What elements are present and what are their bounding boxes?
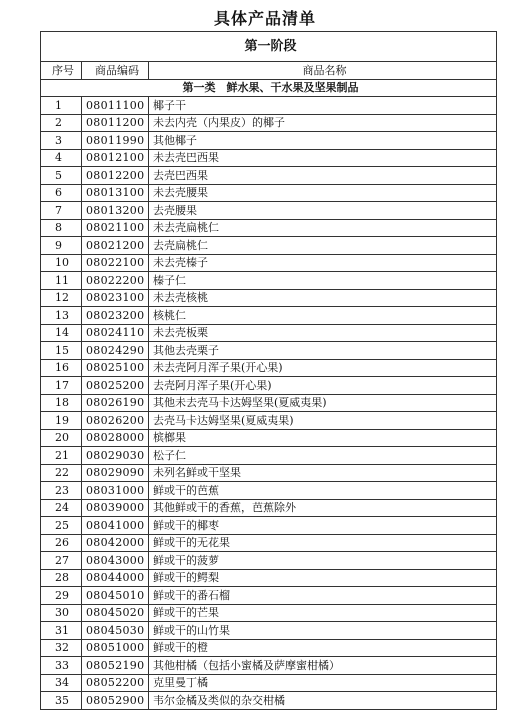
- row-seq: 26: [41, 534, 82, 552]
- row-seq: 20: [41, 429, 82, 447]
- row-seq: 10: [41, 254, 82, 272]
- row-name: 鲜或干的鳄梨: [149, 569, 497, 587]
- row-code: 08052200: [82, 674, 149, 692]
- table-row: [41, 272, 497, 290]
- row-name: 鲜或干的椰枣: [149, 517, 497, 535]
- row-name: 鲜或干的山竹果: [149, 622, 497, 640]
- table-row: [41, 307, 497, 325]
- row-seq: 24: [41, 499, 82, 517]
- row-seq: 1: [41, 97, 82, 115]
- row-name: 去壳巴西果: [149, 167, 497, 185]
- row-seq: 25: [41, 517, 82, 535]
- row-seq: 4: [41, 149, 82, 167]
- row-code: 08052900: [82, 692, 149, 710]
- row-code: 08051000: [82, 639, 149, 657]
- row-code: 08021200: [82, 237, 149, 255]
- row-name: 未去壳阿月浑子果(开心果): [149, 359, 497, 377]
- row-seq: 6: [41, 184, 82, 202]
- row-code: 08023100: [82, 289, 149, 307]
- row-name: 克里曼丁橘: [149, 674, 497, 692]
- table-row: [41, 184, 497, 202]
- row-code: 08011100: [82, 97, 149, 115]
- row-seq: 15: [41, 342, 82, 360]
- row-code: 08025100: [82, 359, 149, 377]
- row-seq: 8: [41, 219, 82, 237]
- table-row: [41, 202, 497, 220]
- row-seq: 17: [41, 377, 82, 395]
- row-seq: 14: [41, 324, 82, 342]
- row-name: 未去壳扁桃仁: [149, 219, 497, 237]
- table-row: [41, 324, 497, 342]
- table-row: [41, 167, 497, 185]
- row-code: 08041000: [82, 517, 149, 535]
- row-seq: 11: [41, 272, 82, 290]
- table-row: [41, 342, 497, 360]
- table-row: [41, 552, 497, 570]
- header-code: 商品编码: [82, 62, 149, 80]
- table-row: [41, 149, 497, 167]
- row-name: 未去内壳（内果皮）的椰子: [149, 114, 497, 132]
- row-name: 松子仁: [149, 447, 497, 465]
- stage-label: 第一阶段: [41, 32, 497, 62]
- row-name: 鲜或干的芭蕉: [149, 482, 497, 500]
- row-name: 去壳腰果: [149, 202, 497, 220]
- table-row: [41, 569, 497, 587]
- row-seq: 13: [41, 307, 82, 325]
- table-row: [41, 219, 497, 237]
- row-seq: 30: [41, 604, 82, 622]
- row-seq: 27: [41, 552, 82, 570]
- row-name: 核桃仁: [149, 307, 497, 325]
- table-row: [41, 289, 497, 307]
- table-row: [41, 464, 497, 482]
- row-seq: 33: [41, 657, 82, 675]
- row-name: 椰子干: [149, 97, 497, 115]
- table-row: [41, 412, 497, 430]
- row-name: 榛子仁: [149, 272, 497, 290]
- row-seq: 35: [41, 692, 82, 710]
- row-code: 08042000: [82, 534, 149, 552]
- row-name: 其他柑橘（包括小蜜橘及萨摩蜜柑橘）: [149, 657, 497, 675]
- row-code: 08011200: [82, 114, 149, 132]
- row-code: 08026190: [82, 394, 149, 412]
- row-code: 08031000: [82, 482, 149, 500]
- row-seq: 32: [41, 639, 82, 657]
- row-code: 08039000: [82, 499, 149, 517]
- row-seq: 28: [41, 569, 82, 587]
- row-name: 未去壳巴西果: [149, 149, 497, 167]
- row-name: 未去壳榛子: [149, 254, 497, 272]
- row-seq: 9: [41, 237, 82, 255]
- row-name: 未列名鲜或干坚果: [149, 464, 497, 482]
- table-row: [41, 604, 497, 622]
- table-row: [41, 377, 497, 395]
- row-code: 08045020: [82, 604, 149, 622]
- row-code: 08021100: [82, 219, 149, 237]
- category-label: 第一类 鲜水果、干水果及坚果制品: [41, 79, 497, 97]
- row-code: 08029030: [82, 447, 149, 465]
- row-name: 未去壳板栗: [149, 324, 497, 342]
- row-name: 其他去壳栗子: [149, 342, 497, 360]
- row-code: 08013200: [82, 202, 149, 220]
- header-name: 商品名称: [149, 62, 497, 80]
- row-name: 槟榔果: [149, 429, 497, 447]
- category-row: [41, 79, 497, 97]
- row-seq: 31: [41, 622, 82, 640]
- row-seq: 2: [41, 114, 82, 132]
- row-seq: 3: [41, 132, 82, 150]
- row-code: 08044000: [82, 569, 149, 587]
- row-name: 鲜或干的无花果: [149, 534, 497, 552]
- row-name: 鲜或干的橙: [149, 639, 497, 657]
- row-name: 去壳扁桃仁: [149, 237, 497, 255]
- row-name: 韦尔金橘及类似的杂交柑橘: [149, 692, 497, 710]
- table-row: [41, 447, 497, 465]
- row-seq: 5: [41, 167, 82, 185]
- row-code: 08023200: [82, 307, 149, 325]
- row-code: 08029090: [82, 464, 149, 482]
- table-row: [41, 237, 497, 255]
- row-code: 08024110: [82, 324, 149, 342]
- table-row: [41, 517, 497, 535]
- row-code: 08013100: [82, 184, 149, 202]
- row-code: 08022100: [82, 254, 149, 272]
- row-name: 去壳马卡达姆坚果(夏威夷果): [149, 412, 497, 430]
- row-code: 08011990: [82, 132, 149, 150]
- table-row: [41, 97, 497, 115]
- row-code: 08052190: [82, 657, 149, 675]
- row-code: 08045030: [82, 622, 149, 640]
- row-name: 去壳阿月浑子果(开心果): [149, 377, 497, 395]
- row-code: 08022200: [82, 272, 149, 290]
- row-seq: 21: [41, 447, 82, 465]
- row-name: 鲜或干的菠萝: [149, 552, 497, 570]
- row-name: 未去壳核桃: [149, 289, 497, 307]
- row-seq: 7: [41, 202, 82, 220]
- document-title: 具体产品清单: [213, 9, 316, 28]
- row-seq: 23: [41, 482, 82, 500]
- table-row: [41, 674, 497, 692]
- table-row: [41, 622, 497, 640]
- row-seq: 19: [41, 412, 82, 430]
- row-seq: 12: [41, 289, 82, 307]
- table-row: [41, 429, 497, 447]
- row-seq: 34: [41, 674, 82, 692]
- row-name: 其他未去壳马卡达姆坚果(夏威夷果): [149, 394, 497, 412]
- header-seq: 序号: [41, 62, 82, 80]
- row-code: 08045010: [82, 587, 149, 605]
- row-code: 08012100: [82, 149, 149, 167]
- row-seq: 18: [41, 394, 82, 412]
- row-seq: 29: [41, 587, 82, 605]
- product-table: [40, 31, 497, 710]
- table-row: [41, 587, 497, 605]
- table-header-row: [41, 62, 497, 80]
- row-code: 08024290: [82, 342, 149, 360]
- row-name: 未去壳腰果: [149, 184, 497, 202]
- table-row: [41, 394, 497, 412]
- row-seq: 16: [41, 359, 82, 377]
- row-code: 08026200: [82, 412, 149, 430]
- row-code: 08028000: [82, 429, 149, 447]
- row-seq: 22: [41, 464, 82, 482]
- row-name: 其他椰子: [149, 132, 497, 150]
- table-row: [41, 132, 497, 150]
- row-name: 其他鲜或干的香蕉，芭蕉除外: [149, 499, 497, 517]
- table-row: [41, 482, 497, 500]
- row-name: 鲜或干的番石榴: [149, 587, 497, 605]
- row-name: 鲜或干的芒果: [149, 604, 497, 622]
- row-code: 08025200: [82, 377, 149, 395]
- row-code: 08043000: [82, 552, 149, 570]
- table-row: [41, 534, 497, 552]
- stage-row: [41, 32, 497, 62]
- table-row: [41, 359, 497, 377]
- row-code: 08012200: [82, 167, 149, 185]
- table-row: [41, 499, 497, 517]
- table-row: [41, 114, 497, 132]
- table-row: [41, 657, 497, 675]
- table-row: [41, 254, 497, 272]
- table-row: [41, 692, 497, 710]
